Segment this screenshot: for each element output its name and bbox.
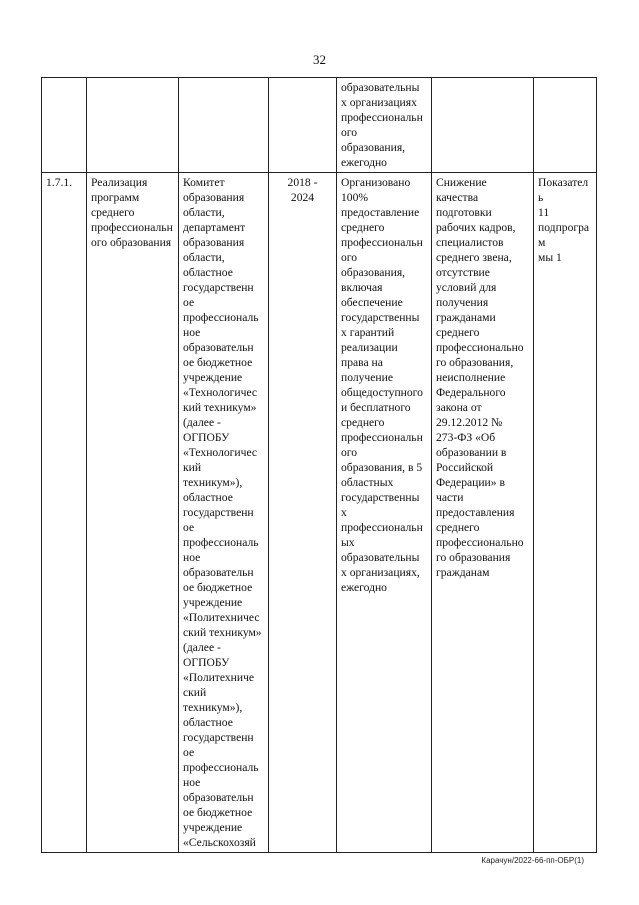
measure-period: 2018 - 2024 <box>287 176 318 204</box>
cell-result <box>337 78 432 173</box>
cell-consequences <box>432 173 534 853</box>
table-row-continuation <box>42 78 597 173</box>
program-measures-table <box>41 77 597 853</box>
table-row-1-7-1 <box>42 173 597 853</box>
measure-result: Организовано 100% предоставление среднего профессиональн ого образования, включая обеспечение государственны х гарантий реализации права на получение общедоступного и бесплатного среднего профессиональн ого образования, в 5 областных государственны х профессиональн ых образовательны х организациях, ежегодно <box>341 176 423 594</box>
measure-indicator: Показатель 11 подпрограм мы 1 <box>538 176 590 264</box>
measure-number: 1.7.1. <box>46 176 73 189</box>
cell-indicator <box>534 173 597 853</box>
measure-consequences: Снижение качества подготовки рабочих кадров, специалистов среднего звена, отсутствие условий для получения гражданами среднего профессионально го образования, неисполнение Федерального закона от 29.12.2012 № 273-ФЗ «Об образовании в Российской Федерации» в части предоставления среднего профессионально го образования гражданам <box>436 176 524 579</box>
document-code: Карачун/2022-66-пп-ОБР(1) <box>481 856 584 865</box>
page-number: 32 <box>313 52 326 67</box>
cell-name <box>87 173 179 853</box>
measure-name: Реализация программ среднего профессиональн ого образования <box>91 176 173 249</box>
measure-executors: Комитет образования области, департамент образования области, областное государственн ое профессиональ ное образовательн ое бюджетное учреждение «Технологичес кий техникум» (далее - ОГПОБУ «Технологичес кий техникум»), областное государственн ое профессиональ ное образовательн ое бюджетное учреждение «Политехничес ский техникум» (далее - ОГПОБУ «Политехниче ский техникум»), областное государственн ое профессиональ ное образовательн ое бюджетное учреждение «Сельскохозяй <box>183 176 262 849</box>
cell-period <box>269 78 337 173</box>
cell-name <box>87 78 179 173</box>
cell-executors <box>179 78 269 173</box>
cell-result <box>337 173 432 853</box>
cell-executors <box>179 173 269 853</box>
cell-number <box>42 78 87 173</box>
result-continuation-text: образовательны х организациях профессиональн ого образования, ежегодно <box>341 81 423 169</box>
cell-indicator <box>534 78 597 173</box>
cell-period <box>269 173 337 853</box>
cell-number <box>42 173 87 853</box>
cell-consequences <box>432 78 534 173</box>
